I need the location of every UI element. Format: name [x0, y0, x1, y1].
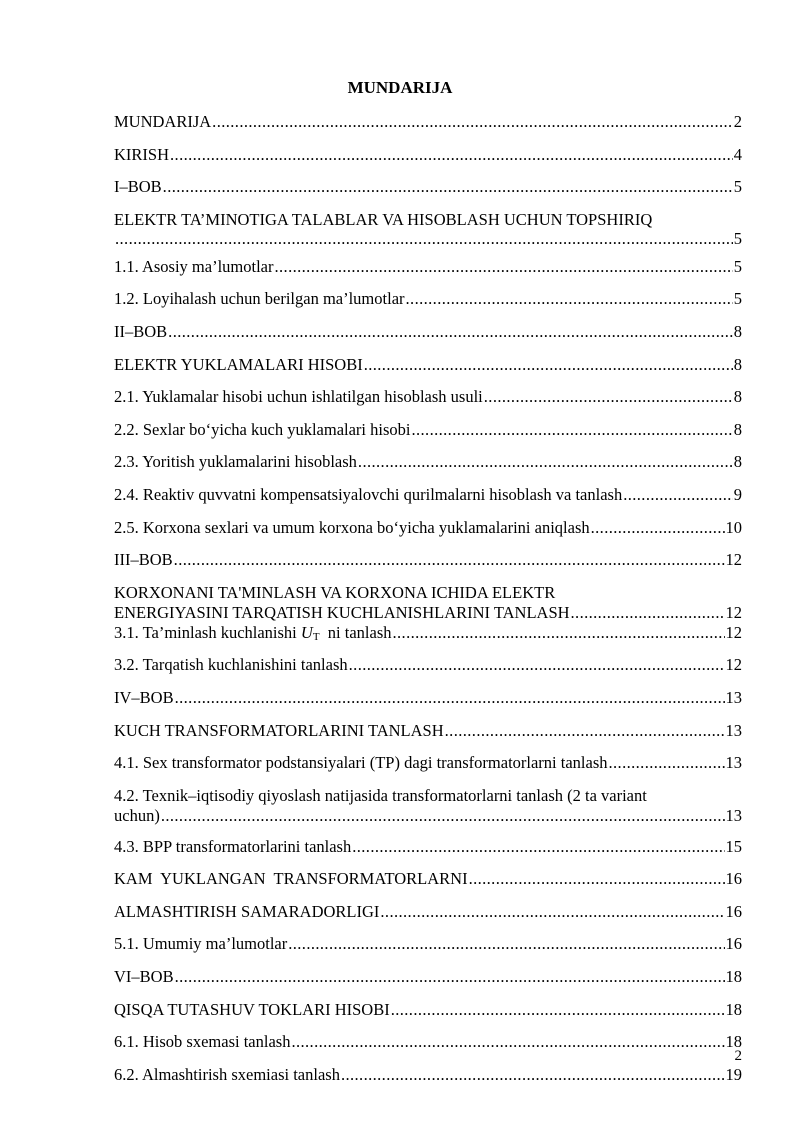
toc-entry-page: 8 [733, 452, 742, 472]
dot-leader [484, 387, 733, 406]
toc-entry-page: 12 [725, 622, 742, 642]
toc-entry[interactable] [114, 257, 742, 290]
toc-entry[interactable] [114, 177, 742, 210]
dot-leader [352, 837, 724, 856]
toc-entry-page: 16 [725, 901, 742, 921]
toc-entry-text: 4.1. Sex transformator podstansiyalari (TP) dagi transformatorlarni tanlash [114, 753, 608, 773]
toc-entry-page: 16 [725, 869, 742, 889]
toc-entry-text: 2.4. Reaktiv quvvatni kompensatsiyalovchi qurilmalarni hisoblash va tanlash [114, 484, 623, 504]
toc-entry-text: 6.1. Hisob sxemasi tanlash [114, 1032, 291, 1052]
toc-entry-page: 2 [733, 112, 742, 131]
toc-entry[interactable] [114, 902, 742, 935]
toc-entry-text: 1.1. Asosiy ma’lumotlar [114, 256, 274, 276]
dot-leader [163, 177, 733, 196]
toc-entry[interactable] [114, 1065, 742, 1098]
toc-entry[interactable] [114, 518, 742, 551]
toc-entry[interactable] [114, 967, 742, 1000]
toc-entry-text: II–BOB [114, 321, 168, 341]
toc-entry-page: 18 [725, 999, 742, 1019]
voltage-symbol: U [300, 622, 313, 642]
toc-entry[interactable] [114, 583, 742, 623]
toc-entry-page: 12 [725, 550, 742, 570]
dot-leader [406, 289, 733, 308]
dot-leader [364, 355, 733, 374]
toc-entry-page: 12 [725, 655, 742, 675]
toc-entry[interactable] [114, 1032, 742, 1065]
dot-leader [411, 420, 732, 439]
dot-leader [168, 322, 733, 341]
toc-entry-text: 5.1. Umumiy ma’lumotlar [114, 934, 288, 954]
toc-entry-text: 2.3. Yoritish yuklamalarini hisoblash [114, 452, 357, 472]
toc-entry-text-line1: KORXONANI TA'MINLASH VA KORXONA ICHIDA ELEKTR [114, 582, 556, 602]
toc-entry-text: 4.3. BPP transformatorlarini tanlash [114, 836, 352, 856]
toc-entry-page: 18 [725, 967, 742, 987]
toc-entry-text: 2.1. Yuklamalar hisobi uchun ishlatilgan hisoblash usuli [114, 387, 483, 407]
toc-entry[interactable] [114, 786, 742, 837]
toc-entry-page: 5 [733, 289, 742, 309]
dot-leader [623, 485, 733, 504]
toc-entry-text: IV–BOB [114, 687, 174, 707]
toc-entry-text: ELEKTR TA’MINOTIGA TALABLAR VA HISOBLASH UCHUN TOPSHIRIQ [114, 209, 653, 229]
dot-leader [609, 753, 725, 772]
toc-entry-page: 8 [733, 354, 742, 374]
dot-leader [571, 603, 725, 623]
toc-entry[interactable] [114, 837, 742, 870]
toc-entry-page: 5 [733, 177, 742, 197]
toc-entry-page: 10 [725, 517, 742, 537]
dot-leader [391, 1000, 725, 1019]
toc-entry[interactable] [114, 869, 742, 902]
toc-entry-text: III–BOB [114, 550, 173, 570]
dot-leader [469, 869, 725, 888]
toc-entry[interactable] [114, 420, 742, 453]
toc-entry-page: 15 [725, 836, 742, 856]
dot-leader [175, 688, 725, 707]
dot-leader [170, 145, 733, 164]
toc-entry-page: 13 [725, 753, 742, 773]
toc-entry[interactable] [114, 322, 742, 355]
toc-entry[interactable] [114, 289, 742, 322]
toc-entry-text: ELEKTR YUKLAMALARI HISOBI [114, 354, 363, 374]
toc-entry-text-pre: 3.1. Ta’minlash kuchlanishi [114, 622, 301, 642]
table-of-contents [114, 112, 742, 1097]
toc-entry-text-post: ni tanlash [319, 622, 392, 642]
toc-entry-text: ALMASHTIRISH SAMARADORLIGI [114, 901, 380, 921]
dot-leader [291, 1032, 724, 1051]
toc-entry-page: 5 [733, 228, 742, 248]
toc-entry-text: 6.2. Almashtirish sxemiasi tanlash [114, 1064, 340, 1084]
dot-leader [288, 934, 724, 953]
page-title: MUNDARIJA [347, 78, 453, 97]
dot-leader [161, 806, 725, 826]
toc-entry-text: QISQA TUTASHUV TOKLARI HISOBI [114, 999, 390, 1019]
dot-leader [175, 967, 725, 986]
dot-leader [212, 112, 733, 131]
toc-entry[interactable] [114, 623, 742, 656]
voltage-subscript: T [312, 630, 320, 643]
dot-leader [393, 623, 725, 642]
toc-entry-page: 19 [725, 1064, 742, 1084]
toc-entry-text: I–BOB [114, 177, 162, 197]
toc-entry-text [114, 623, 392, 647]
toc-entry[interactable] [114, 550, 742, 583]
toc-entry-page: 4 [733, 144, 742, 164]
toc-entry-page: 8 [733, 321, 742, 341]
toc-entry-text-line1: 4.2. Texnik–iqtisodiy qiyoslash natijasida transformatorlarni tanlash (2 ta variant [114, 785, 647, 805]
toc-entry-page: 9 [733, 484, 742, 504]
toc-entry-text: 3.2. Tarqatish kuchlanishini tanlash [114, 655, 348, 675]
toc-entry-text: KAM YUKLANGAN TRANSFORMATORLARNI [114, 869, 468, 889]
toc-entry[interactable] [114, 655, 742, 688]
dot-leader [174, 550, 725, 569]
dot-leader [445, 721, 725, 740]
toc-entry[interactable] [114, 721, 742, 754]
toc-entry-page: 5 [733, 256, 742, 276]
toc-entry-text-line2: uchun) [114, 805, 160, 825]
toc-entry-text: VI–BOB [114, 967, 174, 987]
dot-leader [591, 518, 725, 537]
toc-entry[interactable] [114, 112, 742, 145]
toc-entry-text: KUCH TRANSFORMATORLARINI TANLASH [114, 720, 444, 740]
toc-entry[interactable] [114, 1000, 742, 1033]
toc-entry[interactable] [114, 355, 742, 388]
toc-entry-text: 2.2. Sexlar bo‘yicha kuch yuklamalari hisobi [114, 419, 411, 439]
toc-entry-page: 13 [725, 805, 742, 825]
toc-entry[interactable] [114, 485, 742, 518]
toc-entry-text: 1.2. Loyihalash uchun berilgan ma’lumotlar [114, 289, 405, 309]
toc-entry-text-line2: ENERGIYASINI TARQATISH KUCHLANISHLARINI TANLASH [114, 602, 570, 622]
toc-entry[interactable] [114, 688, 742, 721]
dot-leader [341, 1065, 725, 1084]
dot-leader [275, 257, 733, 276]
toc-entry-page: 18 [725, 1032, 742, 1052]
toc-entry-text: KIRISH [114, 144, 170, 164]
toc-entry-text: 2.5. Korxona sexlari va umum korxona bo‘yicha yuklamalarini aniqlash [114, 517, 590, 537]
toc-entry[interactable] [114, 387, 742, 420]
toc-entry[interactable] [114, 145, 742, 178]
toc-entry[interactable] [114, 210, 742, 257]
dot-leader [358, 452, 733, 471]
toc-entry-text: MUNDARIJA [114, 112, 212, 131]
toc-entry-page: 8 [733, 387, 742, 407]
page-number: 2 [734, 1048, 742, 1064]
toc-entry-page: 12 [725, 602, 742, 622]
toc-entry[interactable] [114, 452, 742, 485]
dot-leader [115, 229, 733, 248]
toc-entry-page: 8 [733, 419, 742, 439]
toc-entry-page: 13 [725, 687, 742, 707]
dot-leader [349, 655, 725, 674]
toc-entry[interactable] [114, 753, 742, 786]
dot-leader [380, 902, 724, 921]
toc-entry-page: 16 [725, 934, 742, 954]
toc-entry-page: 13 [725, 720, 742, 740]
toc-entry[interactable] [114, 934, 742, 967]
